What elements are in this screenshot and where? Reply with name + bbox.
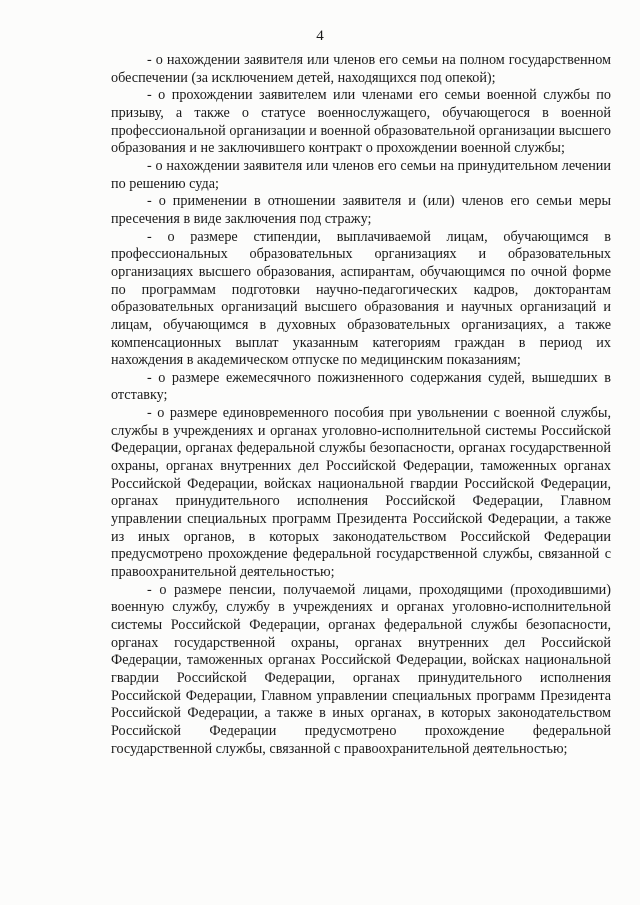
- document-body: [111, 52, 611, 758]
- paragraph-pension: - о размере пенсии, получаемой лицами, проходящими (проходившими) военную службу, службу в учреждениях и органах уголовно-исполнительной системы Российской Федерации, органах федеральной службы безопасности, органах государственной охраны, органах внутренних дел Российской Федерации, таможенных органах Российской Федерации, войсках национальной гвардии Российской Федерации, органах принудительного исполнения Российской Федерации, Главном управлении специальных программ Президента Российской Федерации, а также в иных органах, в которых законодательством Российской Федерации предусмотрено прохождение федеральной государственной службы, связанной с правоохранительной деятельностью;: [111, 581, 611, 757]
- paragraph-compulsory-treatment: - о нахождении заявителя или членов его семьи на принудительном лечении по решению суда;: [111, 157, 611, 192]
- paragraph-severance-benefit: - о размере единовременного пособия при увольнении с военной службы, службы в учреждениях и органах уголовно-исполнительной системы Российской Федерации, органах федеральной службы безопасности, органах государственной охраны, органах внутренних дел Российской Федерации, таможенных органах Российской Федерации, войсках национальной гвардии Российской Федерации, органах принудительного исполнения Российской Федерации, Главном управлении специальных программ Президента Российской Федерации, а также из иных органов, в которых законодательством Российской Федерации предусмотрено прохождение федеральной государственной службы, связанной с правоохранительной деятельностью;: [111, 405, 611, 581]
- page-number: 4: [316, 28, 324, 44]
- paragraph-full-state-support: - о нахождении заявителя или членов его семьи на полном государственном обеспечении (за исключением детей, находящихся под опекой);: [111, 52, 611, 86]
- paragraph-custody: - о применении в отношении заявителя и (или) членов его семьи меры пресечения в виде заключения под стражу;: [111, 193, 611, 227]
- paragraph-military-service: - о прохождении заявителем или членами его семьи военной службы по призыву, а также о статусе военнослужащего, обучающегося в военной профессиональной организации и военной образовательной организации высшего образования и не заключившего контракт о прохождении военной службы;: [111, 87, 611, 157]
- paragraph-stipend: - о размере стипендии, выплачиваемой лицам, обучающимся в профессиональных образовательных организациях и образовательных организациях высшего образования, аспирантам, обучающимся по очной форме по программам подготовки научно-педагогических кадров, докторантам образовательных организаций высшего образования и научных организаций и лицам, обучающимся в духовных образовательных организациях, а также компенсационных выплат указанным категориям граждан в период их нахождения в академическом отпуске по медицинским показаниям;: [111, 228, 611, 369]
- paragraph-judges-allowance: - о размере ежемесячного пожизненного содержания судей, вышедших в отставку;: [111, 369, 611, 404]
